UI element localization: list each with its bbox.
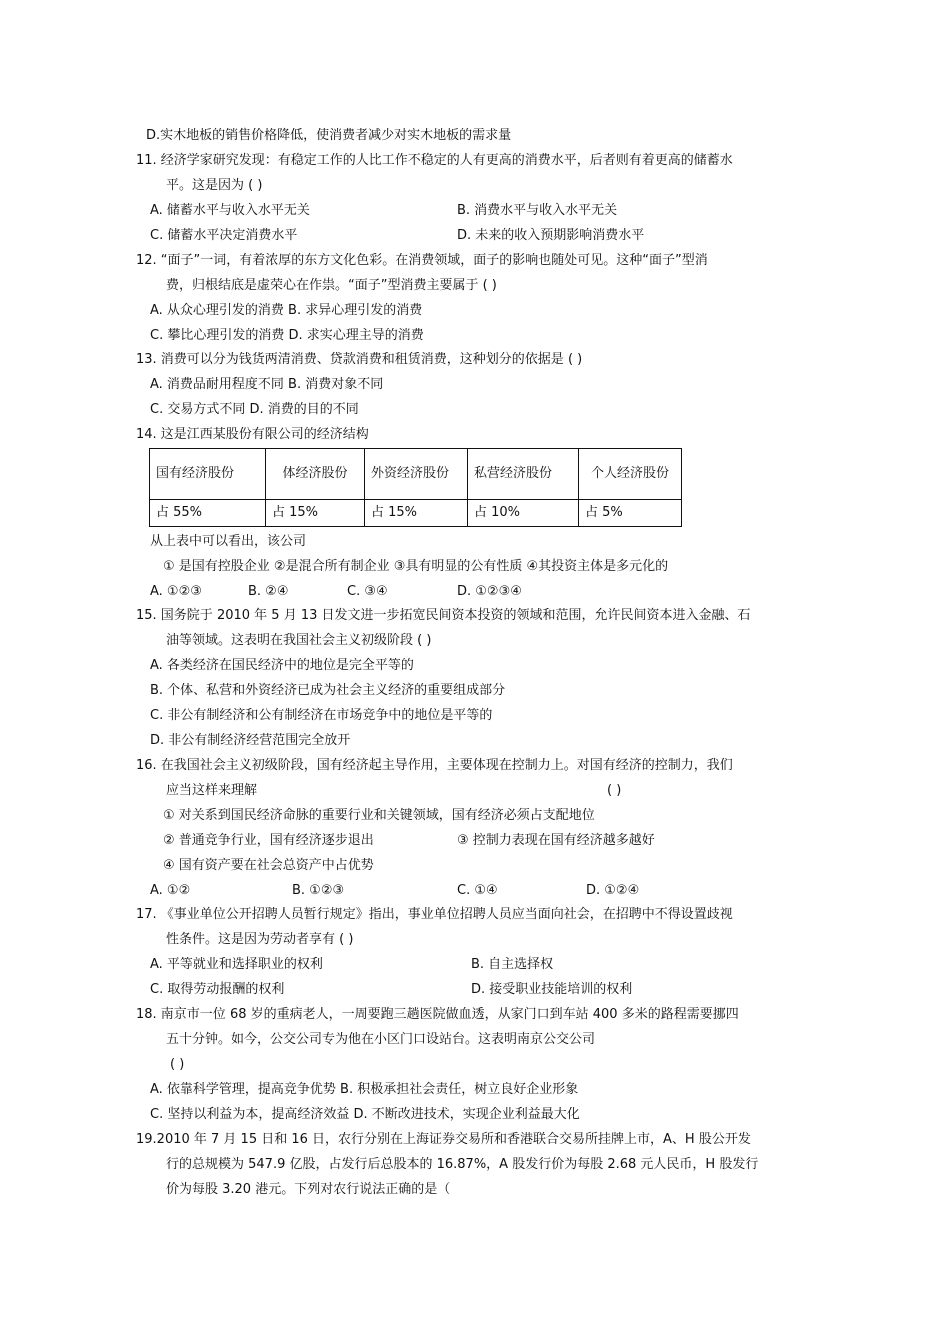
question-18-continued: 五十分钟。如今，公交公司专为他在小区门口设站台。这表明南京公交公司 xyxy=(166,1032,596,1047)
table-header-row xyxy=(150,449,682,500)
option-c: C. 储蓄水平决定消费水平 xyxy=(150,228,298,243)
options-ab: A. 依靠科学管理，提高竞争优势 B. 积极承担社会责任，树立良好企业形象 xyxy=(150,1082,579,1097)
statement-1: ① 对关系到国民经济命脉的重要行业和关键领域，国有经济必须占支配地位 xyxy=(163,808,595,823)
option-b: B. 自主选择权 xyxy=(471,957,554,972)
question-12: 12. “面子”一词，有着浓厚的东方文化色彩。在消费领域，面子的影响也随处可见。这种“面子”型消 xyxy=(136,253,708,268)
question-17: 17. 《事业单位公开招聘人员暂行规定》指出，事业单位招聘人员应当面向社会，在招聘中不得设置歧视 xyxy=(136,907,733,922)
options-ab: A. 消费品耐用程度不同 B. 消费对象不同 xyxy=(150,377,384,392)
table-header-cell: 私营经济股份 xyxy=(468,449,579,500)
option-a: A. ①② xyxy=(150,883,191,898)
option-c: C. 非公有制经济和公有制经济在市场竞争中的地位是平等的 xyxy=(150,708,493,723)
option-d: D. 接受职业技能培训的权利 xyxy=(471,982,633,997)
option-a: A. 各类经济在国民经济中的地位是完全平等的 xyxy=(150,658,414,673)
table-header-cell: 体经济股份 xyxy=(266,449,365,500)
option-c: C. ③④ xyxy=(347,584,388,599)
statement-list: ① 是国有控股企业 ②是混合所有制企业 ③具有明显的公有性质 ④其投资主体是多元化的 xyxy=(163,559,669,574)
statement-4: ④ 国有资产要在社会总资产中占优势 xyxy=(163,858,374,873)
options-cd: C. 坚持以利益为本，提高经济效益 D. 不断改进技术，实现企业利益最大化 xyxy=(150,1107,580,1122)
question-15-continued: 油等领域。这表明在我国社会主义初级阶段 ( ) xyxy=(166,633,432,648)
table-cell: 占 15% xyxy=(266,500,365,527)
options-cd: C. 攀比心理引发的消费 D. 求实心理主导的消费 xyxy=(150,328,424,343)
question-11-continued: 平。这是因为 ( ) xyxy=(166,178,263,193)
statement-3: ③ 控制力表现在国有经济越多越好 xyxy=(457,833,655,848)
table-row xyxy=(150,500,682,527)
question-16: 16. 在我国社会主义初级阶段，国有经济起主导作用，主要体现在控制力上。对国有经济的控制力，我们 xyxy=(136,758,733,773)
question-14-continued: 从上表中可以看出，该公司 xyxy=(150,534,307,549)
answer-bracket: ( ) xyxy=(607,783,622,798)
option-d: D. 非公有制经济经营范围完全放开 xyxy=(150,733,351,748)
question-12-continued: 费，归根结底是虚荣心在作祟。“面子”型消费主要属于 ( ) xyxy=(166,278,497,293)
option-d: D. ①②③④ xyxy=(457,584,522,599)
question-19-continued: 价为每股 3.20 港元。下列对农行说法正确的是（ xyxy=(166,1182,451,1197)
question-13: 13. 消费可以分为钱货两清消费、贷款消费和租赁消费，这种划分的依据是 ( ) xyxy=(136,352,583,367)
option-a: A. 平等就业和选择职业的权利 xyxy=(150,957,323,972)
economy-structure-table xyxy=(149,448,682,527)
table-header-cell: 个人经济股份 xyxy=(579,449,682,500)
question-16-continued: 应当这样来理解 xyxy=(166,783,258,798)
option-b: B. 消费水平与收入水平无关 xyxy=(457,203,618,218)
option-b: B. 个体、私营和外资经济已成为社会主义经济的重要组成部分 xyxy=(150,683,506,698)
table-cell: 占 55% xyxy=(150,500,266,527)
option-d: D. ①②④ xyxy=(586,883,640,898)
question-19-continued: 行的总规模为 547.9 亿股，占发行后总股本的 16.87%，A 股发行价为每股 2.68 元人民币，H 股发行 xyxy=(166,1157,759,1172)
question-17-continued: 性条件。这是因为劳动者享有 ( ) xyxy=(166,932,354,947)
question-19: 19.2010 年 7 月 15 日和 16 日，农行分别在上海证券交易所和香港联合交易所挂牌上市，A、H 股公开发 xyxy=(136,1132,751,1147)
option-b: B. ①②③ xyxy=(292,883,345,898)
option-d: D. 未来的收入预期影响消费水平 xyxy=(457,228,645,243)
statement-2: ② 普通竞争行业，国有经济逐步退出 xyxy=(163,833,374,848)
table-cell: 占 5% xyxy=(579,500,682,527)
options-cd: C. 交易方式不同 D. 消费的目的不同 xyxy=(150,402,359,417)
question-15: 15. 国务院于 2010 年 5 月 13 日发文进一步拓宽民间资本投资的领域和范围，允许民间资本进入金融、石 xyxy=(136,608,751,623)
option-a: A. ①②③ xyxy=(150,584,202,599)
table-cell: 占 15% xyxy=(365,500,468,527)
question-14: 14. 这是江西某股份有限公司的经济结构 xyxy=(136,427,369,442)
table-header-cell: 国有经济股份 xyxy=(150,449,266,500)
table-cell: 占 10% xyxy=(468,500,579,527)
question-18: 18. 南京市一位 68 岁的重病老人，一周要跑三趟医院做血透，从家门口到车站 400 多米的路程需要挪四 xyxy=(136,1007,739,1022)
option-c: C. 取得劳动报酬的权利 xyxy=(150,982,285,997)
answer-bracket: ( ) xyxy=(170,1057,185,1072)
option-b: B. ②④ xyxy=(248,584,289,599)
table-header-cell: 外资经济股份 xyxy=(365,449,468,500)
options-ab: A. 从众心理引发的消费 B. 求异心理引发的消费 xyxy=(150,303,423,318)
option-a: A. 储蓄水平与收入水平无关 xyxy=(150,203,310,218)
question-11: 11. 经济学家研究发现：有稳定工作的人比工作不稳定的人有更高的消费水平，后者则有着更高的储蓄水 xyxy=(136,153,733,168)
option-c: C. ①④ xyxy=(457,883,498,898)
option-line: D.实木地板的销售价格降低，使消费者减少对实木地板的需求量 xyxy=(146,128,512,143)
